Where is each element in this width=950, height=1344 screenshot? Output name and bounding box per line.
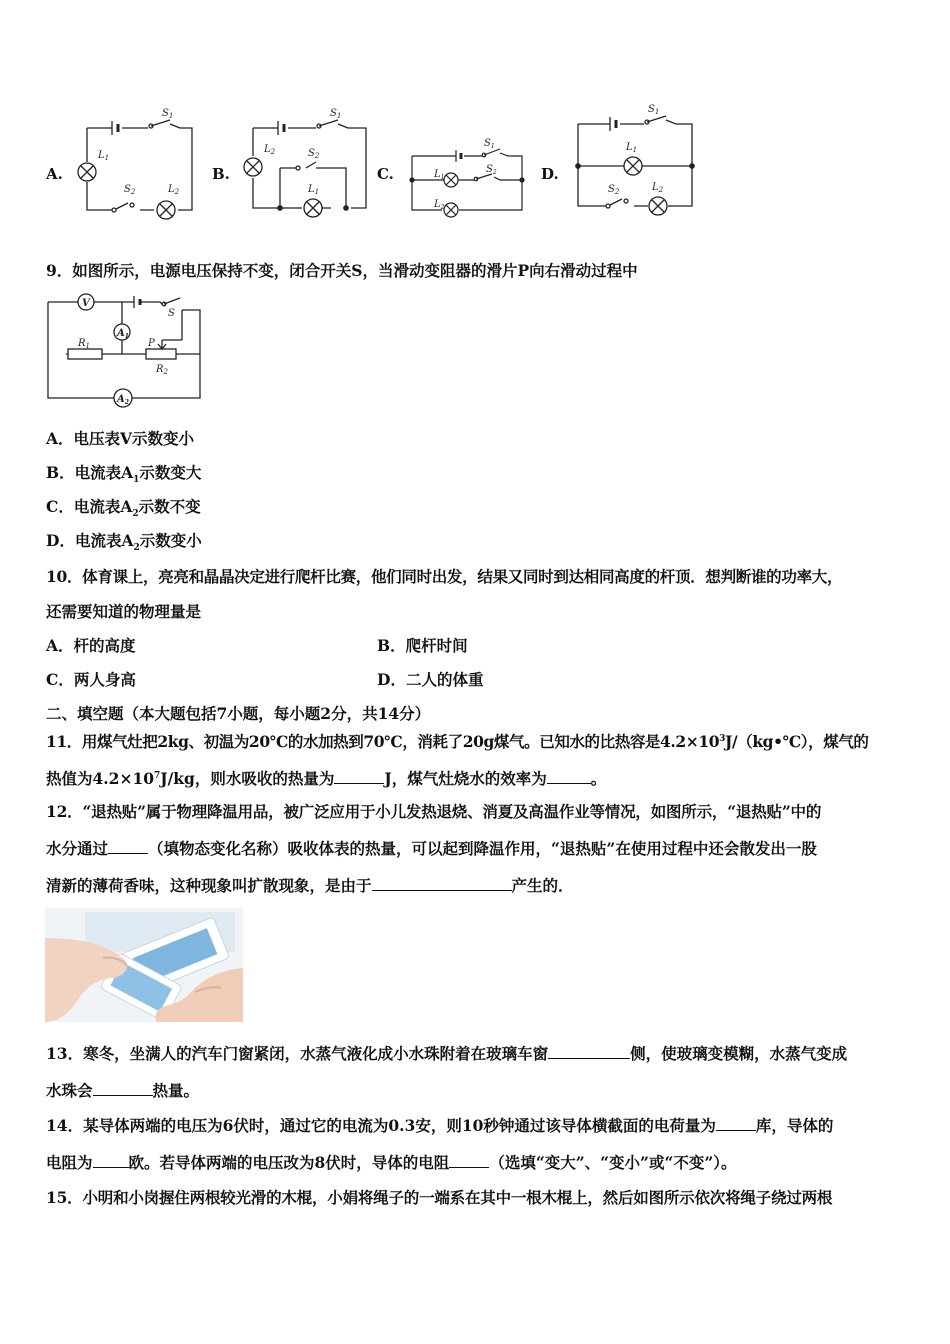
q12-text-tail: （填物态变化名称）吸收体表的热量，可以起到降温作用，“退热贴”在使用过程中还会散发出一股 bbox=[148, 839, 817, 858]
voltmeter-label: V bbox=[82, 298, 90, 309]
answer-blank[interactable] bbox=[108, 839, 148, 854]
q9-option-b bbox=[46, 463, 201, 490]
label-l2: $L_2$ bbox=[652, 182, 664, 194]
option-text: 二人的体重 bbox=[405, 670, 484, 689]
label-l2: $L_2$ bbox=[434, 199, 445, 211]
answer-blank[interactable] bbox=[449, 1153, 489, 1168]
q15-line1: 15．小明和小岗握住两根较光滑的木棍，小娟将绳子的一端系在其中一根木棍上，然后如图所示依次将绳子绕过两根 bbox=[46, 1188, 833, 1207]
label-l1: $L_1$ bbox=[626, 142, 638, 154]
q11-text-mid: J/kg，则水吸收的热量为 bbox=[160, 769, 335, 789]
q12-line2 bbox=[46, 839, 817, 859]
q11-line2 bbox=[46, 766, 606, 789]
q12-line3 bbox=[46, 876, 574, 896]
superscript: 7 bbox=[154, 771, 161, 781]
label-s1: $S_1$ bbox=[484, 138, 495, 150]
q11-text: 热值为4.2×10 bbox=[46, 769, 155, 789]
q11-text-tail: J/（kg•℃），煤气的 bbox=[725, 732, 869, 752]
q14-text-tail: （选填“变大”、“变小”或“不变”）。 bbox=[489, 1153, 737, 1172]
resistor-r2-label: $R_2$ bbox=[156, 364, 168, 376]
answer-blank[interactable] bbox=[372, 876, 512, 891]
q11-line1 bbox=[46, 729, 869, 752]
q12-text: 水分通过 bbox=[46, 839, 109, 858]
option-text: 电流表A bbox=[74, 531, 134, 550]
q10-option-a bbox=[46, 636, 136, 656]
slider-p-label: P bbox=[148, 338, 155, 349]
q13-line1 bbox=[46, 1044, 847, 1064]
q9-option-d bbox=[46, 531, 202, 558]
q14-text-tail: 库，导体的 bbox=[755, 1116, 834, 1135]
subscript: 2 bbox=[132, 509, 139, 520]
resistor-r1-label: $R_1$ bbox=[78, 338, 90, 350]
label-l1: $L_1$ bbox=[308, 184, 320, 196]
q14-line1 bbox=[46, 1116, 833, 1136]
q10-option-d bbox=[377, 670, 483, 690]
option-label: B． bbox=[377, 636, 406, 655]
answer-blank[interactable] bbox=[547, 769, 591, 784]
label-l1: $L_1$ bbox=[98, 150, 110, 162]
option-text: 爬杆时间 bbox=[405, 636, 468, 655]
option-text-tail: 示数变大 bbox=[139, 463, 202, 482]
option-text-tail: 示数不变 bbox=[138, 497, 201, 516]
option-text: 杆的高度 bbox=[73, 636, 136, 655]
option-label: D． bbox=[377, 670, 406, 689]
q9-option-a bbox=[46, 429, 194, 449]
option-label: A． bbox=[46, 429, 74, 448]
ammeter-a1-label: $A_1$ bbox=[117, 328, 129, 340]
q8-option-b-label: B. bbox=[212, 165, 230, 183]
q14-line2 bbox=[46, 1153, 737, 1173]
q8-circuit-b bbox=[236, 100, 376, 225]
ammeter-a2-label: $A_2$ bbox=[117, 394, 129, 406]
section-heading: 二、填空题（本大题包括7小题，每小题2分，共14分） bbox=[46, 704, 431, 723]
label-s2: $S_2$ bbox=[608, 184, 620, 196]
option-label: C． bbox=[46, 670, 74, 689]
label-s1: $S_1$ bbox=[648, 104, 660, 116]
q9-option-c bbox=[46, 497, 201, 524]
answer-blank[interactable] bbox=[716, 1116, 756, 1131]
q14-text: 电阻为 bbox=[46, 1153, 93, 1172]
q12-text-tail: 产生的． bbox=[511, 876, 574, 895]
q14-text-mid: 欧。若导体两端的电压改为8伏时，导体的电阻 bbox=[128, 1153, 450, 1172]
label-s2: $S_2$ bbox=[308, 148, 320, 160]
q9-circuit bbox=[44, 292, 204, 410]
option-text: 电压表V示数变小 bbox=[73, 429, 195, 448]
q10-option-b bbox=[377, 636, 468, 656]
q12-line1: 12．“退热贴”属于物理降温用品，被广泛应用于小儿发热退烧、消夏及高温作业等情况，如图所示，“退热贴”中的 bbox=[46, 802, 822, 821]
cooling-patch-illustration bbox=[45, 908, 243, 1022]
subscript: 2 bbox=[133, 543, 140, 554]
superscript: 3 bbox=[719, 734, 726, 744]
q10-stem-line1: 10．体育课上，亮亮和晶晶决定进行爬杆比赛，他们同时出发，结果又同时到达相同高度的杆顶．想判断谁的功率大， bbox=[46, 567, 843, 586]
q11-text: 11．用煤气灶把2kg、初温为20℃的水加热到70℃，消耗了20g煤气。已知水的比热容是4.2×10 bbox=[46, 732, 720, 752]
option-label: A． bbox=[46, 636, 74, 655]
q9-stem: 9．如图所示，电源电压保持不变，闭合开关S，当滑动变阻器的滑片P向右滑动过程中 bbox=[46, 261, 638, 280]
label-l2: $L_2$ bbox=[264, 144, 276, 156]
q10-option-c bbox=[46, 670, 136, 690]
option-label: B． bbox=[46, 463, 75, 482]
q13-text-tail: 热量。 bbox=[152, 1081, 200, 1100]
label-s1: $S_1$ bbox=[330, 108, 342, 120]
q8-circuit-c bbox=[404, 132, 529, 222]
label-l1: $L_1$ bbox=[434, 169, 445, 181]
option-text-tail: 示数变小 bbox=[139, 531, 202, 550]
option-text: 两人身高 bbox=[73, 670, 136, 689]
q13-text: 水珠会 bbox=[46, 1081, 93, 1100]
q10-stem-line2: 还需要知道的物理量是 bbox=[46, 602, 202, 621]
subscript: 1 bbox=[133, 475, 140, 486]
answer-blank[interactable] bbox=[548, 1044, 630, 1059]
q13-text: 13．寒冬，坐满人的汽车门窗紧闭，水蒸气液化成小水珠附着在玻璃车窗 bbox=[46, 1044, 549, 1063]
answer-blank[interactable] bbox=[93, 1081, 153, 1096]
answer-blank[interactable] bbox=[93, 1153, 129, 1168]
option-label: D． bbox=[46, 531, 75, 550]
q14-text: 14．某导体两端的电压为6伏时，通过它的电流为0.3安，则10秒钟通过该导体横截面的电荷量为 bbox=[46, 1116, 716, 1135]
q8-circuit-a bbox=[70, 100, 210, 225]
q13-text-tail: 侧，使玻璃变模糊，水蒸气变成 bbox=[630, 1044, 848, 1063]
q8-option-a-label: A. bbox=[46, 165, 63, 183]
q12-text: 清新的薄荷香味，这种现象叫扩散现象，是由于 bbox=[46, 876, 372, 895]
switch-s-label: S bbox=[168, 308, 175, 319]
label-s2: $S_2$ bbox=[124, 184, 136, 196]
q8-option-c-label: C. bbox=[377, 165, 394, 183]
option-text: 电流表A bbox=[74, 463, 134, 482]
option-label: C． bbox=[46, 497, 74, 516]
answer-blank[interactable] bbox=[334, 769, 384, 784]
q11-text-end: 。 bbox=[590, 769, 607, 789]
q11-text-mid2: J，煤气灶烧水的效率为 bbox=[384, 769, 547, 789]
option-text: 电流表A bbox=[73, 497, 133, 516]
q8-circuit-d bbox=[568, 100, 703, 225]
q8-option-d-label: D. bbox=[541, 165, 559, 183]
label-s2: $S_2$ bbox=[486, 164, 497, 176]
q13-line2 bbox=[46, 1081, 199, 1101]
label-l2: $L_2$ bbox=[168, 184, 180, 196]
cooling-patch-photo bbox=[45, 908, 243, 1022]
label-s1: $S_1$ bbox=[162, 108, 174, 120]
